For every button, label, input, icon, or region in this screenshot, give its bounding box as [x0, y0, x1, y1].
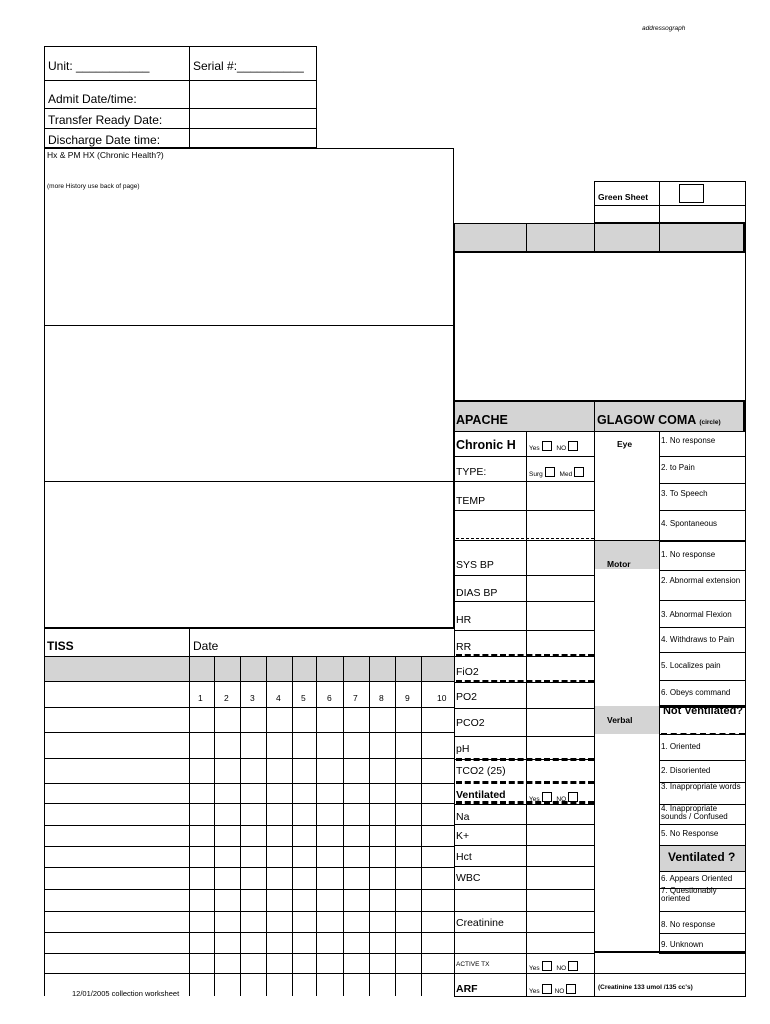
chronic-yes-no: Yes NO	[529, 441, 581, 453]
apache-row-label: FiO2	[456, 666, 479, 678]
gcs-motor-option[interactable]: 4. Withdraws to Pain	[661, 635, 735, 644]
apache-row-label: WBC	[456, 872, 481, 884]
apache-title: APACHE	[456, 413, 508, 427]
arf-yes-checkbox[interactable]	[542, 984, 552, 994]
chronic-no-checkbox[interactable]	[568, 441, 578, 451]
gcs-eye-option[interactable]: 2. to Pain	[661, 463, 695, 472]
tiss-column-number: 1	[198, 693, 203, 703]
type-surg-med: Surg Med	[529, 467, 587, 479]
ventilated-yes-no: Yes NO	[529, 792, 581, 804]
apache-row-label: PCO2	[456, 717, 485, 729]
history-label: Hx & PM HX (Chronic Health?)	[47, 150, 164, 160]
arf-yes-no: Yes NO	[529, 984, 579, 996]
tiss-title: TISS	[47, 639, 74, 653]
discharge-date-label: Discharge Date time:	[48, 133, 161, 147]
gcs-motor-option[interactable]: 6. Obeys command	[661, 688, 731, 697]
ventilated-label: Ventilated	[456, 789, 506, 801]
apache-row-label: pH	[456, 743, 470, 755]
creatinine-note: (Creatinine 133 umol /135 cc's)	[598, 984, 693, 991]
tiss-column-number: 2	[224, 693, 229, 703]
tiss-column-number: 5	[301, 693, 306, 703]
arf-no-checkbox[interactable]	[566, 984, 576, 994]
gcs-verbal-option[interactable]: 2. Disoriented	[661, 766, 711, 775]
surg-checkbox[interactable]	[545, 467, 555, 477]
active-tx-yes-checkbox[interactable]	[542, 961, 552, 971]
active-tx-label: ACTIVE TX	[456, 961, 490, 968]
green-sheet-label: Green Sheet	[598, 192, 649, 202]
gcs-verbal-option[interactable]: 3. Inappropriate words	[661, 782, 741, 791]
active-tx-no-checkbox[interactable]	[568, 961, 578, 971]
history-note: (more History use back of page)	[47, 183, 140, 190]
admit-date-label: Admit Date/time:	[48, 92, 137, 106]
ventilated-yes-checkbox[interactable]	[542, 792, 552, 802]
gcs-verbal-ventilated-option[interactable]: 9. Unknown	[661, 940, 704, 949]
apache-row-label: SYS BP	[456, 559, 494, 571]
ventilated-no-checkbox[interactable]	[568, 792, 578, 802]
tiss-date-label: Date	[193, 639, 219, 653]
apache-row-label: HR	[456, 614, 472, 626]
glasgow-circle-note: (circle)	[699, 419, 721, 426]
not-ventilated-label: Not Ventilated?	[662, 705, 744, 717]
gcs-verbal-option[interactable]: 1. Oriented	[661, 742, 701, 751]
arf-label: ARF	[456, 983, 478, 995]
eye-label: Eye	[617, 439, 633, 449]
apache-row-label: Creatinine	[456, 917, 504, 929]
motor-label: Motor	[607, 559, 631, 569]
addressograph-label: addressograph	[642, 25, 686, 32]
green-sheet-checkbox[interactable]	[679, 184, 704, 203]
gcs-motor-option[interactable]: 3. Abnormal Flexion	[661, 610, 732, 619]
gcs-verbal-ventilated-option[interactable]: 8. No response	[661, 920, 716, 929]
chronic-yes-checkbox[interactable]	[542, 441, 552, 451]
tiss-column-number: 9	[405, 693, 410, 703]
serial-field[interactable]: Serial #:__________	[193, 59, 304, 73]
apache-row-label: TCO2 (25)	[456, 765, 506, 777]
tiss-column-number: 4	[276, 693, 281, 703]
gcs-eye-option[interactable]: 1. No response	[661, 436, 716, 445]
gcs-eye-option[interactable]: 4. Spontaneous	[661, 519, 718, 528]
gcs-verbal-option[interactable]: 5. No Response	[661, 829, 719, 838]
tiss-column-number: 6	[327, 693, 332, 703]
ventilated-question-label: Ventilated ?	[668, 850, 736, 864]
unit-field[interactable]: Unit: ___________	[48, 59, 150, 73]
apache-row-label: DIAS BP	[456, 587, 498, 599]
gcs-verbal-option[interactable]: 4. Inappropriate sounds / Confused	[661, 804, 728, 822]
apache-row-label: K+	[456, 830, 470, 842]
gcs-motor-option[interactable]: 1. No response	[661, 550, 716, 559]
gcs-motor-option[interactable]: 5. Localizes pain	[661, 661, 721, 670]
active-tx-yes-no: Yes NO	[529, 961, 581, 973]
apache-row-label: RR	[456, 641, 472, 653]
footer-note: 12/01/2005 collection worksheet	[72, 989, 180, 998]
gcs-motor-option[interactable]: 2. Abnormal extension	[661, 576, 741, 585]
chronic-label: Chronic H	[456, 438, 516, 452]
gcs-eye-option[interactable]: 3. To Speech	[661, 489, 708, 498]
glasgow-title	[597, 414, 721, 427]
med-checkbox[interactable]	[574, 467, 584, 477]
transfer-ready-label: Transfer Ready Date:	[48, 113, 163, 127]
apache-row-label: Na	[456, 811, 470, 823]
gcs-verbal-ventilated-option[interactable]: 6. Appears Oriented	[661, 874, 733, 883]
glasgow-title-text: GLAGOW COMA	[597, 413, 696, 427]
tiss-column-number: 10	[437, 693, 447, 703]
apache-row-label: Hct	[456, 851, 472, 863]
verbal-label: Verbal	[607, 715, 633, 725]
tiss-column-number: 8	[379, 693, 384, 703]
tiss-column-number: 7	[353, 693, 358, 703]
type-label: TYPE:	[456, 466, 487, 478]
apache-row-label: PO2	[456, 691, 478, 703]
apache-row-label: TEMP	[456, 495, 486, 507]
tiss-column-number: 3	[250, 693, 255, 703]
gcs-verbal-ventilated-option[interactable]: 7. Questionably oriented	[661, 886, 717, 904]
